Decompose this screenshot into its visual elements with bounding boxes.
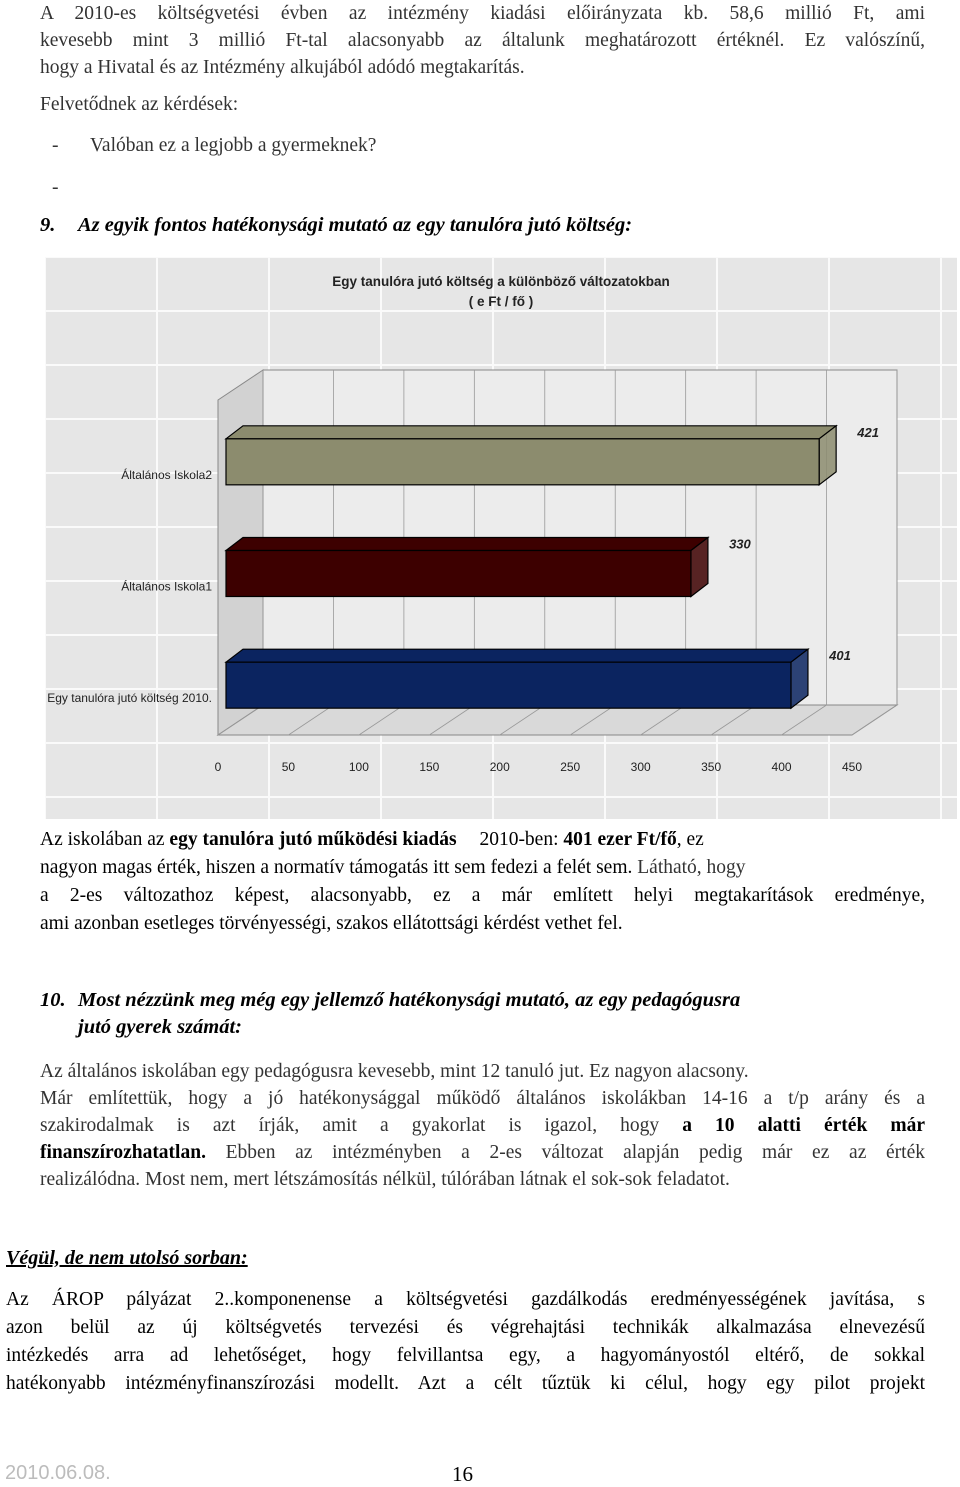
bar-front <box>226 439 819 485</box>
section-10-title-line-1: Most nézzünk meg még egy jellemző hatékonysági mutató, az egy pedagógusra <box>78 989 741 1011</box>
x-tick-label: 100 <box>348 760 369 774</box>
bar-value-label: 401 <box>829 648 851 664</box>
s10-l4-a: finanszírozhatatlan. <box>40 1142 206 1163</box>
final-line-4: hatékonyabb intézményfinanszírozási modellt. Azt a célt tűztük ki célul, hogy egy pilot projekt <box>6 1373 925 1394</box>
chart-subtitle: ( e Ft / fő ) <box>468 294 534 309</box>
plot-floor <box>218 705 897 735</box>
para-l1-a: Az iskolában az <box>40 829 165 850</box>
s10-l3-a: szakirodalmak is azt írják, amit a gyakorlat is igazol, hogy <box>40 1115 660 1136</box>
category-label: Általános Iskola2 <box>121 467 212 482</box>
para-l1-e: , ez <box>676 829 704 850</box>
x-tick-label: 400 <box>771 760 792 774</box>
footer-page-number: 16 <box>452 1462 473 1486</box>
para-line-1 <box>40 826 925 854</box>
s10-line-3 <box>40 1112 925 1140</box>
x-tick-label: 50 <box>281 760 296 774</box>
intro-line-3: hogy a Hivatal és az Intézmény alkujából adódó megtakarítás. <box>40 57 525 78</box>
s10-line-2: Már említettük, hogy a jó hatékonysággal működő általános iskolákban 14-16 a t/p arány és a <box>40 1088 925 1109</box>
para-line-2 <box>40 854 925 882</box>
section-10-number: 10. <box>40 989 66 1011</box>
category-label: Egy tanulóra jutó költség 2010. <box>47 691 212 706</box>
bullet-text-1: Valóban ez a legjobb a gyermeknek? <box>90 135 377 156</box>
bar-top <box>226 426 836 439</box>
bullet-dash-1: - <box>52 135 59 156</box>
x-tick-label: 350 <box>701 760 722 774</box>
x-tick-label: 200 <box>489 760 510 774</box>
bar-top <box>226 649 808 662</box>
para-l2-b: Látható, hogy <box>637 857 746 878</box>
s10-l3-b: a 10 alatti érték már <box>682 1115 926 1136</box>
para-l1-d: 401 ezer Ft/fő <box>563 829 677 850</box>
final-heading: Végül, de nem utolsó sorban: <box>6 1247 248 1269</box>
footer-date: 2010.06.08. <box>5 1462 111 1484</box>
s10-line-4 <box>40 1139 925 1167</box>
chart-title: Egy tanulóra jutó költség a különböző változatokban <box>332 274 670 289</box>
intro-line-2: kevesebb mint 3 millió Ft-tal alacsonyabb az általunk meghatározott értéknél. Ez valószínű, <box>40 30 925 51</box>
s10-line-5: realizálódna. Most nem, mert létszámosítás nélkül, túlórában látnak el sok-sok feladatot. <box>40 1169 730 1190</box>
final-line-2: azon belül az új költségvetés tervezési és végrehajtási technikák alkalmazása elnevezésű <box>6 1317 925 1338</box>
cost-per-student-chart <box>45 257 957 819</box>
para-l1-c: 2010-ben: <box>479 829 559 850</box>
para-l2-a: nagyon magas érték, hiszen a normatív támogatás itt sem fedezi a felét sem. <box>40 857 633 878</box>
chart-svg <box>45 257 957 819</box>
bullet-dash-2: - <box>52 177 59 198</box>
bar-front <box>226 662 791 708</box>
final-line-3: intézkedés arra ad lehetőséget, hogy felvillantsa egy, a hagyományostól eltérő, de sokkal <box>6 1345 925 1366</box>
s10-line-1: Az általános iskolában egy pedagógusra kevesebb, mint 12 tanuló jut. Ez nagyon alacsony. <box>40 1061 749 1082</box>
bar-value-label: 330 <box>729 536 751 552</box>
section-9-title: Az egyik fontos hatékonysági mutató az egy tanulóra jutó költség: <box>78 214 633 236</box>
x-tick-label: 300 <box>630 760 651 774</box>
para-line-3: a 2-es változathoz képest, alacsonyabb, ez a már említett helyi megtakarítások eredménye, <box>40 885 925 906</box>
x-tick-label: 450 <box>841 760 863 774</box>
para-l1-b: egy tanulóra jutó működési kiadás <box>169 829 457 850</box>
s10-l4-b: Ebben az intézményben a 2-es változat alapján pedig már ez az érték <box>225 1142 925 1163</box>
bar-value-label: 421 <box>857 424 879 440</box>
questions-intro: Felvetődnek az kérdések: <box>40 94 239 115</box>
x-tick-label: 250 <box>560 760 581 774</box>
x-tick-label: 0 <box>214 760 222 774</box>
final-line-1: Az ÁROP pályázat 2..komponenense a költségvetési gazdálkodás eredményességének javítása, s <box>6 1289 925 1310</box>
intro-line-1: A 2010-es költségvetési évben az intézmény kiadási előirányzata kb. 58,6 millió Ft, ami <box>40 3 925 24</box>
bar-top <box>226 538 708 551</box>
para-line-4: ami azonban esetleges törvényességi, szakos ellátottsági kérdést vethet fel. <box>40 913 623 934</box>
section-9-number: 9. <box>40 214 56 236</box>
x-tick-label: 150 <box>419 760 440 774</box>
section-10-title-line-2: jutó gyerek számát: <box>78 1016 242 1038</box>
category-label: Általános Iskola1 <box>121 579 212 594</box>
bar-front <box>226 551 691 597</box>
